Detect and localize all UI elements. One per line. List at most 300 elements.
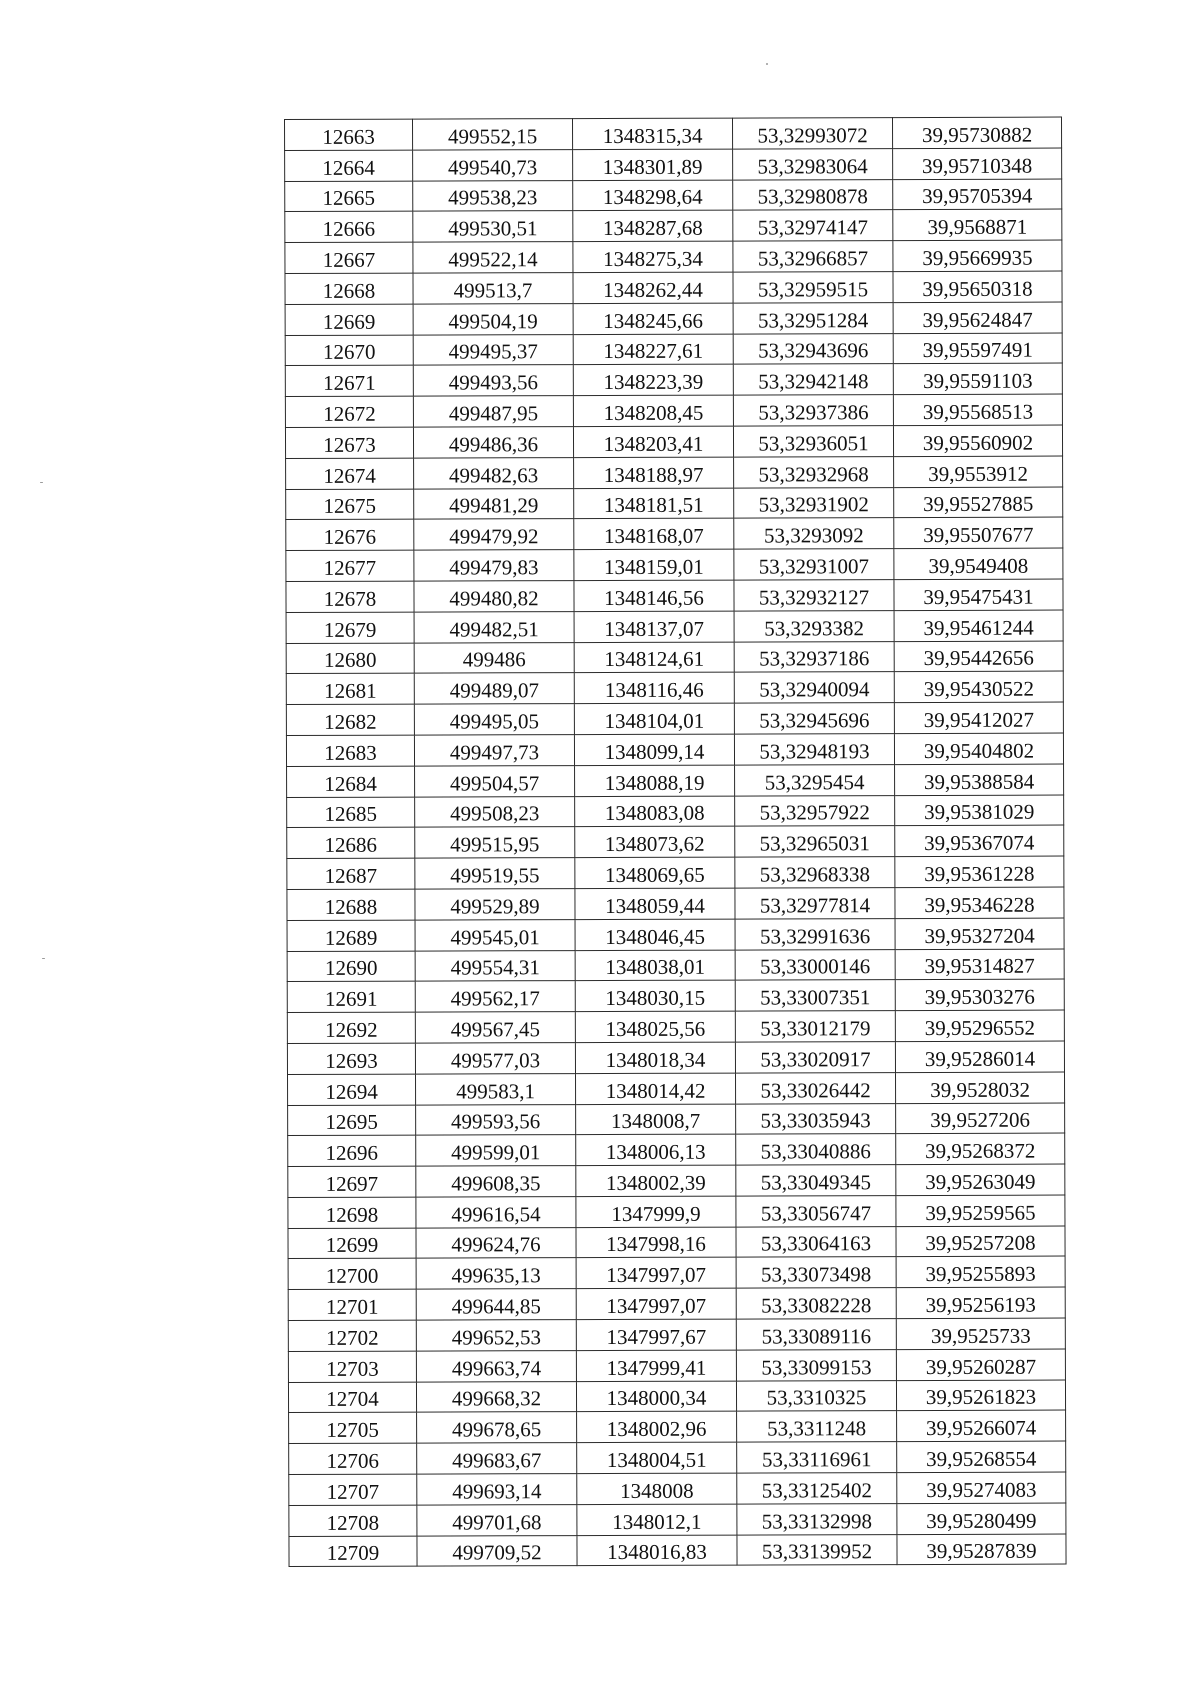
x-coordinate-cell [414,642,574,673]
cell-text: 53,32968338 [759,862,871,887]
y-coordinate-cell [577,1473,737,1504]
cell-text: 53,33082228 [761,1293,872,1318]
latitude-cell [737,1473,897,1504]
cell-text: 1348159,01 [603,554,704,579]
longitude-cell [893,148,1062,179]
cell-text: 1348301,89 [602,154,703,179]
point-number-cell [285,335,413,366]
cell-text: 53,33139952 [761,1539,873,1564]
y-coordinate-cell [573,272,733,303]
cell-text: 499635,13 [451,1263,541,1288]
cell-text: 499554,31 [450,955,540,980]
x-coordinate-cell [416,1196,576,1227]
cell-text: 499482,63 [448,462,539,488]
table-row [288,1133,1065,1166]
latitude-cell [735,949,895,980]
longitude-cell [896,1103,1065,1134]
longitude-cell [893,271,1062,302]
scan-speck [766,63,768,65]
cell-text: 39,95257208 [925,1231,1036,1256]
cell-text: 39,95381029 [924,799,1035,825]
x-coordinate-cell [414,735,574,766]
cell-text: 499608,35 [451,1171,541,1196]
y-coordinate-cell [573,149,733,180]
table-row [288,1257,1065,1290]
y-coordinate-cell [575,950,735,981]
cell-text: 39,9527206 [930,1107,1031,1133]
x-coordinate-cell [417,1443,577,1474]
table-row [287,949,1064,982]
cell-text: 39,95568513 [922,399,1034,424]
x-coordinate-cell [415,765,575,796]
cell-text: 499593,56 [450,1109,541,1134]
cell-text: 1348046,45 [605,924,705,949]
cell-text: 53,33064163 [760,1231,872,1256]
cell-text: 39,95361228 [924,861,1035,886]
cell-text: 53,33132998 [761,1508,873,1534]
x-coordinate-cell [414,457,574,488]
cell-text: 53,32951284 [757,307,869,333]
point-number-cell [288,1166,416,1197]
cell-text: 53,32940094 [759,677,870,702]
cell-text: 39,95296552 [924,1015,1036,1040]
cell-text: 53,32991636 [759,923,871,949]
table-row [287,918,1064,951]
latitude-cell [733,272,893,303]
latitude-cell [737,1503,897,1534]
y-coordinate-cell [575,826,735,857]
cell-text: 1347999,9 [611,1201,701,1226]
cell-text: 39,95404802 [923,738,1035,763]
scan-speck [42,958,45,959]
table-row [285,179,1062,212]
cell-text: 499709,52 [452,1540,542,1565]
cell-text: 499508,23 [450,801,540,826]
x-coordinate-cell [414,550,574,581]
cell-text: 12676 [323,524,377,550]
y-coordinate-cell [576,1196,736,1227]
y-coordinate-cell [573,426,733,457]
table-row [286,548,1063,581]
latitude-cell [733,395,893,426]
cell-text: 12693 [325,1048,378,1073]
latitude-cell [737,1411,897,1442]
point-number-cell [289,1505,417,1536]
y-coordinate-cell [576,1104,736,1135]
cell-text: 499495,37 [448,339,538,364]
cell-text: 12674 [323,463,376,488]
longitude-cell [896,1380,1065,1411]
cell-text: 39,95560902 [922,430,1034,455]
x-coordinate-cell [415,919,575,950]
cell-text: 39,95261823 [925,1385,1037,1410]
point-number-cell [285,304,413,335]
point-number-cell [288,1259,416,1290]
longitude-cell [894,456,1063,487]
cell-text: 39,95286014 [924,1046,1036,1071]
point-number-cell [288,1105,416,1136]
x-coordinate-cell [416,1381,576,1412]
table-row [286,579,1063,612]
longitude-cell [896,1318,1065,1349]
point-number-cell [287,920,415,951]
cell-text: 53,32966857 [757,246,869,271]
cell-text: 53,32945696 [759,708,870,733]
cell-text: 12682 [324,709,377,734]
cell-text: 39,95650318 [922,276,1033,301]
x-coordinate-cell [416,1166,576,1197]
cell-text: 499487,95 [448,401,539,426]
cell-text: 499678,65 [451,1417,542,1442]
latitude-cell [735,888,895,919]
y-coordinate-cell [573,241,733,272]
cell-text: 499540,73 [447,154,538,180]
x-coordinate-cell [416,1289,576,1320]
cell-text: 1348006,13 [605,1139,706,1165]
y-coordinate-cell [576,1258,736,1289]
x-coordinate-cell [413,211,573,242]
cell-text: 12705 [326,1417,379,1443]
y-coordinate-cell [575,796,735,827]
table-row [285,240,1062,273]
cell-text: 53,32937386 [758,400,869,425]
x-coordinate-cell [413,273,573,304]
cell-text: 39,95266074 [925,1415,1037,1441]
longitude-cell [893,333,1062,364]
latitude-cell [736,1134,896,1165]
cell-text: 53,32931007 [758,554,870,579]
latitude-cell [736,1288,896,1319]
cell-text: 1348012,1 [612,1509,702,1534]
longitude-cell [894,487,1063,518]
cell-text: 39,95705394 [922,184,1033,209]
cell-text: 39,9525733 [930,1323,1031,1348]
table-row [286,517,1063,550]
x-coordinate-cell [417,1474,577,1505]
cell-text: 12695 [325,1110,378,1135]
point-number-cell [289,1413,417,1444]
x-coordinate-cell [415,950,575,981]
cell-text: 499529,89 [450,893,540,919]
point-number-cell [285,396,413,427]
cell-text: 499479,83 [449,555,539,580]
y-coordinate-cell [575,888,735,919]
table-row [286,487,1063,520]
cell-text: 39,95256193 [925,1292,1036,1318]
x-coordinate-cell [415,796,575,827]
longitude-cell [894,702,1063,733]
x-coordinate-cell [416,1320,576,1351]
cell-text: 12690 [324,956,378,981]
point-number-cell [286,673,414,704]
cell-text: 499668,32 [451,1386,542,1411]
cell-text: 12708 [326,1510,380,1535]
cell-text: 12697 [325,1171,379,1196]
cell-text: 1348073,62 [604,831,705,857]
cell-text: 53,33020917 [760,1046,871,1072]
cell-text: 1348000,34 [606,1386,707,1411]
x-coordinate-cell [417,1535,577,1566]
longitude-cell [895,1072,1064,1103]
cell-text: 12700 [325,1263,379,1289]
cell-text: 12685 [324,802,377,827]
latitude-cell [733,179,893,210]
longitude-cell [893,394,1062,425]
y-coordinate-cell [575,1011,735,1042]
cell-text: 499515,95 [450,832,540,857]
x-coordinate-cell [413,427,573,458]
cell-text: 499545,01 [450,924,540,949]
cell-text: 53,33000146 [760,954,871,979]
cell-text: 1348083,08 [604,801,705,826]
cell-text: 39,9568871 [927,214,1028,240]
cell-text: 12686 [324,832,378,858]
point-number-cell [287,766,415,797]
longitude-cell [896,1195,1065,1226]
table-row [285,117,1062,150]
y-coordinate-cell [574,672,734,703]
point-number-cell [287,1043,415,1074]
longitude-cell [894,641,1063,672]
y-coordinate-cell [574,703,734,734]
cell-text: 12694 [325,1079,378,1104]
cell-text: 499552,15 [447,124,538,149]
longitude-cell [894,671,1063,702]
y-coordinate-cell [575,980,735,1011]
table-row [286,641,1063,674]
longitude-cell [895,1041,1064,1072]
table-row [286,456,1063,489]
cell-text: 1347997,07 [606,1293,707,1319]
cell-text: 39,95527885 [923,492,1034,517]
y-coordinate-cell [573,303,733,334]
table-row [288,1380,1065,1413]
point-number-cell [287,889,415,920]
cell-text: 53,33073498 [760,1262,872,1287]
point-number-cell [286,458,414,489]
cell-text: 499486,36 [448,431,539,457]
cell-text: 1348208,45 [603,400,704,425]
x-coordinate-cell [416,1227,576,1258]
cell-text: 499663,74 [451,1355,542,1381]
x-coordinate-cell [413,365,573,396]
cell-text: 12696 [325,1140,379,1165]
cell-text: 12698 [325,1202,379,1227]
latitude-cell [736,1257,896,1288]
cell-text: 39,9553912 [928,461,1029,486]
latitude-cell [736,1349,896,1380]
cell-text: 39,95507677 [923,522,1034,548]
y-coordinate-cell [573,118,733,149]
cell-text: 499486 [462,647,526,672]
latitude-cell [737,1442,897,1473]
longitude-cell [897,1411,1066,1442]
cell-text: 12672 [323,401,376,426]
latitude-cell [736,1226,896,1257]
latitude-cell [733,426,893,457]
cell-text: 39,95475431 [923,584,1034,609]
point-number-cell [287,827,415,858]
y-coordinate-cell [576,1227,736,1258]
y-coordinate-cell [573,395,733,426]
y-coordinate-cell [574,518,734,549]
cell-text: 12671 [323,370,376,396]
cell-text: 1348099,14 [604,739,705,764]
x-coordinate-cell [414,673,574,704]
table-row [287,856,1064,889]
table-row [288,1072,1065,1105]
table-row [289,1441,1066,1474]
cell-text: 1348038,01 [605,954,706,980]
cell-text: 53,33099153 [761,1354,872,1380]
latitude-cell [735,980,895,1011]
cell-text: 53,32993072 [757,122,868,148]
longitude-cell [892,117,1061,148]
table-row [285,148,1062,181]
y-coordinate-cell [577,1504,737,1535]
cell-text: 53,3293382 [764,615,865,641]
x-coordinate-cell [415,1042,575,1073]
cell-text: 1347999,41 [606,1355,707,1380]
cell-text: 12684 [324,771,377,796]
y-coordinate-cell [573,334,733,365]
table-row [287,979,1064,1012]
cell-text: 499644,85 [451,1294,541,1319]
latitude-cell [734,456,894,487]
longitude-cell [895,979,1064,1010]
table-row [289,1503,1066,1536]
cell-text: 39,95287839 [926,1539,1037,1564]
cell-text: 499624,76 [451,1232,541,1257]
cell-text: 499481,29 [449,493,539,518]
cell-text: 39,95303276 [924,984,1035,1010]
longitude-cell [897,1441,1066,1472]
cell-text: 1348203,41 [603,431,704,456]
table-row [288,1195,1065,1228]
y-coordinate-cell [573,180,733,211]
longitude-cell [894,548,1063,579]
cell-text: 12666 [322,216,376,242]
x-coordinate-cell [416,1258,576,1289]
table-row [285,333,1062,366]
x-coordinate-cell [413,334,573,365]
table-row [285,302,1062,335]
table-row [288,1349,1065,1382]
cell-text: 12680 [323,648,377,673]
longitude-cell [895,887,1064,918]
cell-text: 39,95430522 [923,676,1034,702]
latitude-cell [735,795,895,826]
cell-text: 53,32959515 [757,276,869,302]
cell-text: 1347997,67 [606,1324,707,1349]
x-coordinate-cell [414,611,574,642]
cell-text: 1347998,16 [606,1232,706,1257]
cell-text: 1348188,97 [603,462,704,487]
point-number-cell [285,427,413,458]
latitude-cell [737,1534,897,1565]
x-coordinate-cell [415,1012,575,1043]
cell-text: 12669 [322,309,376,334]
cell-text: 1348059,44 [605,893,705,918]
cell-text: 499530,51 [448,216,538,241]
cell-text: 12679 [323,617,377,642]
x-coordinate-cell [415,827,575,858]
cell-text: 499693,14 [452,1479,542,1504]
y-coordinate-cell [576,1319,736,1350]
latitude-cell [733,364,893,395]
latitude-cell [736,1319,896,1350]
cell-text: 1348223,39 [603,369,704,395]
longitude-cell [897,1534,1066,1565]
cell-text: 12703 [326,1356,379,1381]
cell-text: 39,95274083 [926,1477,1037,1502]
cell-text: 53,32980878 [757,184,868,209]
longitude-cell [896,1257,1065,1288]
longitude-cell [895,918,1064,949]
cell-text: 53,32936051 [758,430,869,456]
y-coordinate-cell [574,642,734,673]
latitude-cell [734,703,894,734]
cell-text: 39,95461244 [923,615,1034,640]
cell-text: 499497,73 [449,739,540,765]
coordinates-table-body [285,117,1067,1567]
longitude-cell [895,764,1064,795]
cell-text: 39,95259565 [925,1200,1036,1225]
cell-text: 53,32931902 [758,492,869,517]
point-number-cell [288,1197,416,1228]
latitude-cell [734,580,894,611]
cell-text: 39,95442656 [923,645,1034,671]
point-number-cell [287,797,415,828]
x-coordinate-cell [414,488,574,519]
point-number-cell [285,181,413,212]
longitude-cell [896,1133,1065,1164]
cell-text: 1348008 [620,1478,694,1503]
cell-text: 12673 [323,432,376,457]
cell-text: 53,33040886 [760,1139,871,1164]
cell-text: 1348298,64 [602,185,703,210]
cell-text: 53,3311248 [767,1416,867,1441]
latitude-cell [734,641,894,672]
table-row [289,1472,1066,1505]
cell-text: 1348104,01 [604,708,705,733]
cell-text: 1348116,46 [604,677,704,703]
x-coordinate-cell [417,1504,577,1535]
latitude-cell [734,549,894,580]
x-coordinate-cell [416,1104,576,1135]
x-coordinate-cell [414,581,574,612]
cell-text: 53,3295454 [764,769,865,795]
cell-text: 1348025,56 [605,1016,706,1041]
point-number-cell [289,1443,417,1474]
longitude-cell [897,1503,1066,1534]
cell-text: 1348004,51 [606,1447,707,1473]
cell-text: 499489,07 [449,678,539,703]
cell-text: 39,95263049 [925,1169,1036,1194]
cell-text: 12667 [322,247,376,272]
cell-text: 12699 [325,1233,379,1258]
x-coordinate-cell [416,1135,576,1166]
cell-text: 499493,56 [448,370,538,395]
latitude-cell [732,118,892,149]
cell-text: 1348008,7 [610,1108,701,1134]
cell-text: 39,95314827 [924,953,1035,979]
latitude-cell [736,1165,896,1196]
point-number-cell [286,519,414,550]
longitude-cell [894,733,1063,764]
point-number-cell [287,981,415,1012]
x-coordinate-cell [417,1412,577,1443]
